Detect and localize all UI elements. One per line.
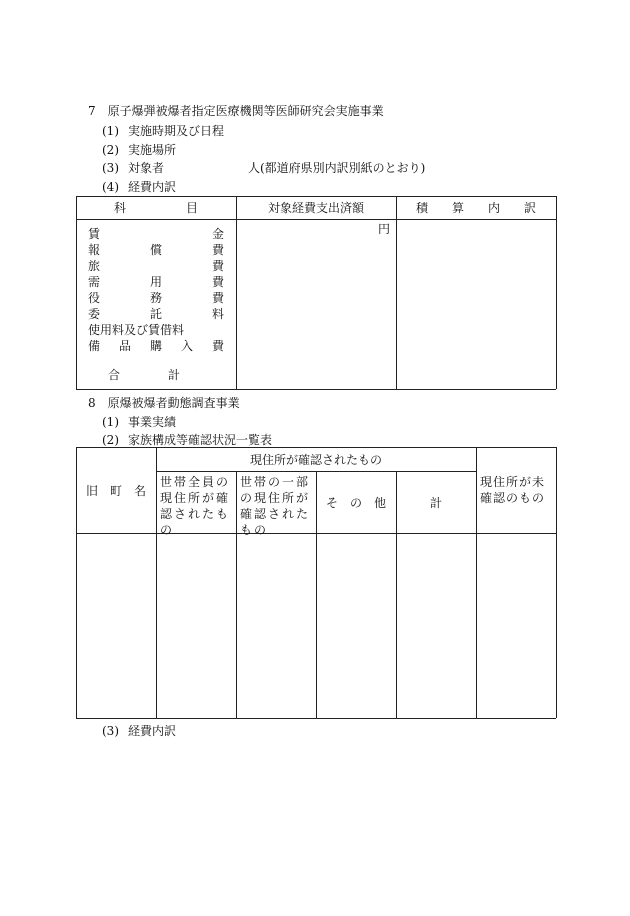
expense-item-row: 役 務 費 (88, 291, 224, 305)
expense-item-row: 報 償 費 (88, 243, 224, 257)
section8-heading: 8 原爆被爆者動態調査事業 (88, 396, 240, 410)
section7-heading: 7 原子爆弾被爆者指定医療機関等医師研究会実施事業 (88, 104, 384, 118)
header-unconfirmed: 現住所が未確認のもの (480, 475, 546, 505)
section7-item-num-1: (1) (102, 124, 119, 138)
section8-item-num-2: (2) (102, 433, 119, 447)
expense-item-row: 使用料及び賃借料 (88, 323, 185, 337)
section7-item-label-1: 実施時期及び日程 (128, 124, 225, 138)
section8-item-label-3: 経費内訳 (128, 724, 177, 738)
header-town-name: 旧 町 名 (85, 483, 146, 498)
expense-item-row: 備 品 購 入 費 (88, 339, 224, 353)
unit-yen: 円 (378, 222, 391, 236)
header-other: そ の 他 (325, 495, 386, 510)
section8-item-num-1: (1) (102, 415, 119, 429)
section7-item-num-4: (4) (102, 180, 119, 194)
header-some-members: 世帯の一部の現住所が確認されたもの (240, 475, 311, 537)
header-total: 計 (429, 495, 442, 510)
header-subject: 科 目 (113, 201, 198, 215)
header-expenditure: 対象経費支出済額 (267, 201, 364, 215)
header-address-confirmed: 現住所が確認されたもの (249, 452, 382, 467)
section7-item-num-2: (2) (102, 143, 119, 157)
expense-item-row: 賃 金 (88, 227, 224, 241)
section7-item-label-2: 実施場所 (128, 143, 177, 157)
section8-item-label-1: 事業実績 (128, 415, 177, 429)
header-all-members: 世帯全員の現住所が確認されたもの (160, 475, 231, 537)
section8-item-label-2: 家族構成等確認状況一覧表 (128, 433, 273, 447)
expense-item-row: 委 託 料 (88, 307, 224, 321)
expense-item-row: 旅 費 (88, 259, 224, 273)
section7-item-label-4: 経費内訳 (128, 180, 177, 194)
target-count-suffix: 人(都道府県別内訳別紙のとおり) (248, 161, 426, 175)
total-label: 合 計 (108, 368, 181, 382)
section8-item-num-3: (3) (102, 724, 119, 738)
section7-item-label-3: 対象者 (128, 161, 165, 175)
section7-item-num-3: (3) (102, 161, 119, 175)
expense-item-row: 需 用 費 (88, 275, 224, 289)
header-breakdown: 積 算 内 訳 (415, 201, 536, 215)
